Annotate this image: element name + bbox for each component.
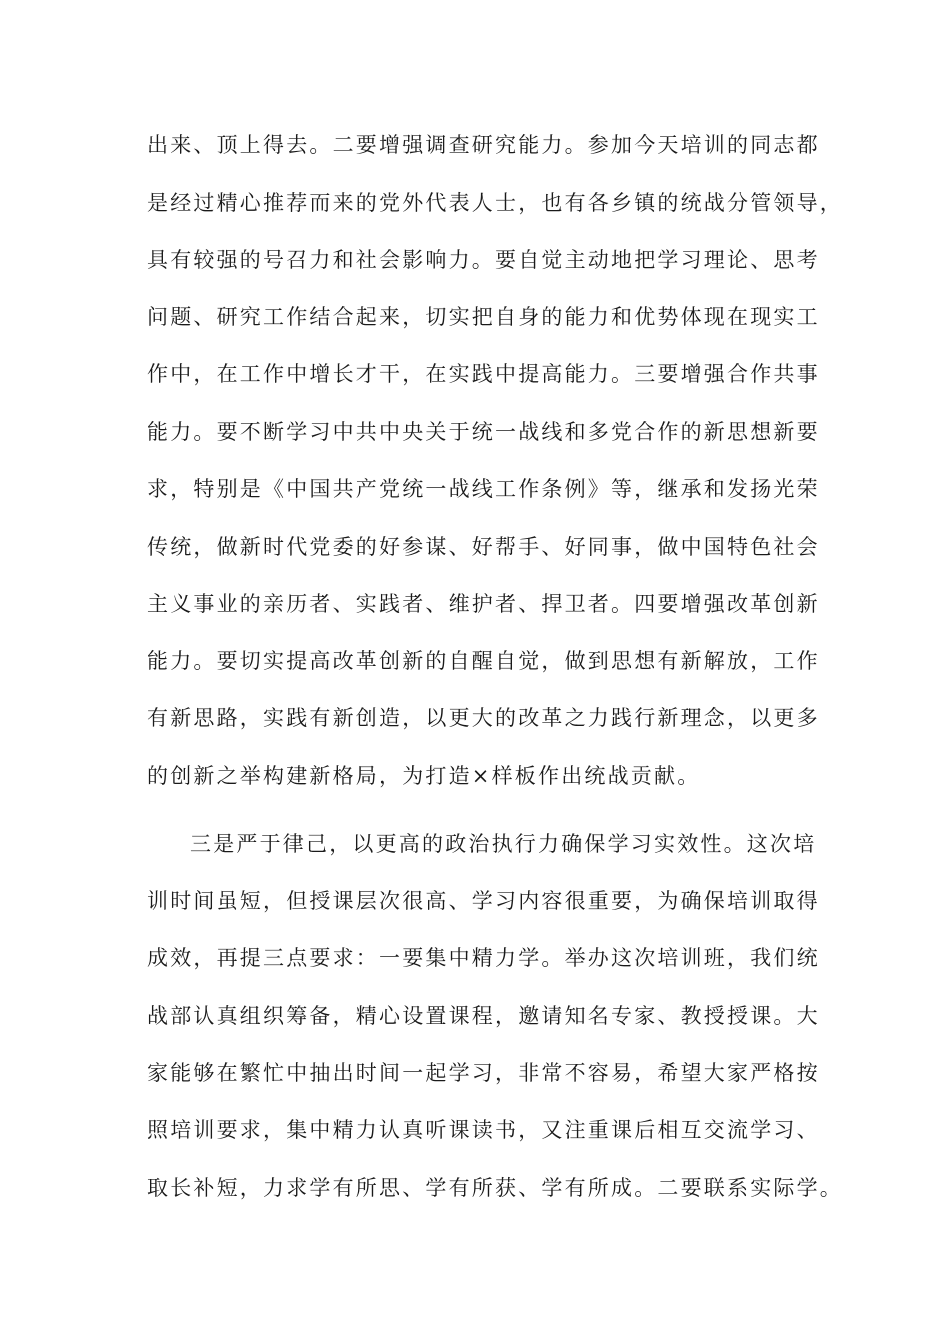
text-line: 训时间虽短，但授课层次很高、学习内容很重要，为确保培训取得 — [147, 889, 820, 913]
text-line: 的创新之举构建新格局，为打造×样板作出统战贡献。 — [147, 764, 701, 788]
text-line: 战部认真组织筹备，精心设置课程，邀请知名专家、教授授课。大 — [147, 1004, 820, 1028]
text-line: 传统，做新时代党委的好参谋、好帮手、好同事，做中国特色社会 — [147, 535, 820, 559]
text-line: 能力。要切实提高改革创新的自醒自觉，做到思想有新解放，工作 — [147, 649, 820, 673]
text-line: 作中，在工作中增长才干，在实践中提高能力。三要增强合作共事 — [147, 362, 820, 386]
text-line: 取长补短，力求学有所思、学有所获、学有所成。二要联系实际学。 — [147, 1176, 843, 1200]
text-line: 家能够在繁忙中抽出时间一起学习，非常不容易，希望大家严格按 — [147, 1061, 820, 1085]
text-line: 成效，再提三点要求：一要集中精力学。举办这次培训班，我们统 — [147, 946, 820, 970]
text-line: 具有较强的号召力和社会影响力。要自觉主动地把学习理论、思考 — [147, 248, 820, 272]
text-line: 有新思路，实践有新创造，以更大的改革之力践行新理念，以更多 — [147, 706, 820, 730]
text-line: 求，特别是《中国共产党统一战线工作条例》等，继承和发扬光荣 — [147, 477, 820, 501]
text-line: 是经过精心推荐而来的党外代表人士，也有各乡镇的统战分管领导， — [147, 191, 843, 215]
text-line: 主义事业的亲历者、实践者、维护者、捍卫者。四要增强改革创新 — [147, 592, 820, 616]
text-line: 照培训要求，集中精力认真听课读书，又注重课后相互交流学习、 — [147, 1118, 820, 1142]
text-line: 三是严于律己，以更高的政治执行力确保学习实效性。这次培 — [190, 832, 817, 856]
text-line: 出来、顶上得去。二要增强调查研究能力。参加今天培训的同志都 — [147, 133, 820, 157]
text-line: 问题、研究工作结合起来，切实把自身的能力和优势体现在现实工 — [147, 305, 820, 329]
text-line: 能力。要不断学习中共中央关于统一战线和多党合作的新思想新要 — [147, 420, 820, 444]
